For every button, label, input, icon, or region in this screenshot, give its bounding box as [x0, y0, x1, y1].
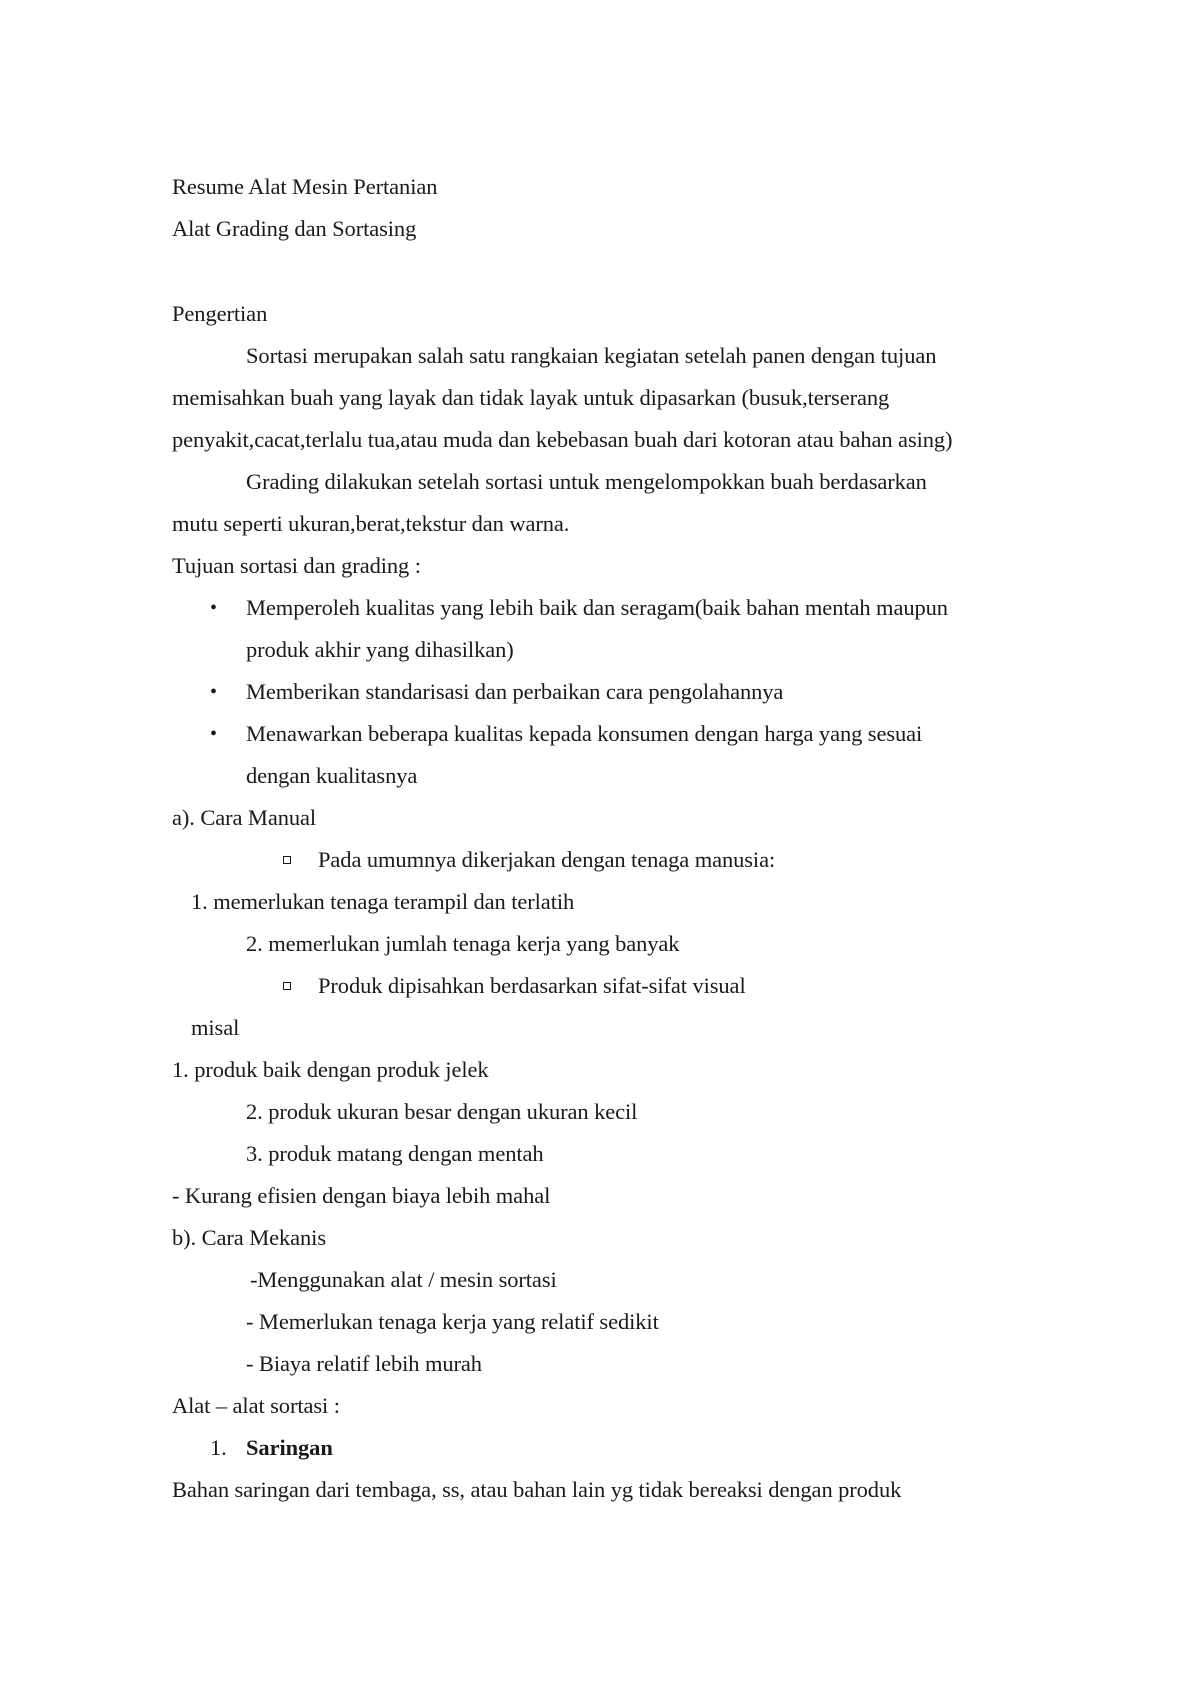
- bullet-dot-icon: •: [210, 723, 218, 745]
- bullet-dot-icon: •: [210, 597, 218, 619]
- paragraph-line: mutu seperti ukuran,berat,tekstur dan warna.: [172, 511, 570, 536]
- document-subtitle: Alat Grading dan Sortasing: [172, 216, 417, 241]
- list-item-continuation: dengan kualitasnya: [246, 763, 418, 788]
- cara-mekanis-heading: b). Cara Mekanis: [172, 1225, 326, 1250]
- paragraph-line: Sortasi merupakan salah satu rangkaian kegiatan setelah panen dengan tujuan: [246, 343, 937, 368]
- list-item: Pada umumnya dikerjakan dengan tenaga manusia:: [318, 847, 776, 872]
- numbered-item: 1. produk baik dengan produk jelek: [172, 1057, 489, 1082]
- cara-manual-heading: a). Cara Manual: [172, 805, 317, 830]
- alat-item-name: Saringan: [246, 1435, 333, 1460]
- numbered-item: 3. produk matang dengan mentah: [246, 1141, 544, 1166]
- paragraph-line: penyakit,cacat,terlalu tua,atau muda dan kebebasan buah dari kotoran atau bahan asing): [172, 427, 953, 452]
- list-item: Menawarkan beberapa kualitas kepada konsumen dengan harga yang sesuai: [246, 721, 923, 746]
- document-title: Resume Alat Mesin Pertanian: [172, 174, 438, 199]
- paragraph-line: memisahkan buah yang layak dan tidak layak untuk dipasarkan (busuk,terserang: [172, 385, 890, 410]
- numbered-marker: 1.: [210, 1435, 227, 1460]
- numbered-item: 1. memerlukan tenaga terampil dan terlatih: [191, 889, 575, 914]
- list-item: -Menggunakan alat / mesin sortasi: [250, 1267, 557, 1292]
- bullet-dot-icon: •: [210, 681, 218, 703]
- list-item: - Memerlukan tenaga kerja yang relatif sedikit: [246, 1309, 659, 1334]
- list-item: Memberikan standarisasi dan perbaikan cara pengolahannya: [246, 679, 784, 704]
- square-bullet-icon: [283, 856, 291, 864]
- tujuan-heading: Tujuan sortasi dan grading :: [172, 553, 421, 578]
- misal-label: misal: [191, 1015, 240, 1040]
- square-bullet-icon: [283, 982, 291, 990]
- alat-sortasi-heading: Alat – alat sortasi :: [172, 1393, 340, 1418]
- note-line: - Kurang efisien dengan biaya lebih mahal: [172, 1183, 551, 1208]
- list-item-continuation: produk akhir yang dihasilkan): [246, 637, 514, 662]
- list-item: - Biaya relatif lebih murah: [246, 1351, 482, 1376]
- numbered-item: 2. memerlukan jumlah tenaga kerja yang banyak: [246, 931, 680, 956]
- list-item: Memperoleh kualitas yang lebih baik dan seragam(baik bahan mentah maupun: [246, 595, 948, 620]
- section-heading-pengertian: Pengertian: [172, 301, 268, 326]
- list-item: Produk dipisahkan berdasarkan sifat-sifat visual: [318, 973, 746, 998]
- paragraph-line: Grading dilakukan setelah sortasi untuk mengelompokkan buah berdasarkan: [246, 469, 927, 494]
- numbered-item: 2. produk ukuran besar dengan ukuran kecil: [246, 1099, 638, 1124]
- paragraph-line: Bahan saringan dari tembaga, ss, atau bahan lain yg tidak bereaksi dengan produk: [172, 1477, 902, 1502]
